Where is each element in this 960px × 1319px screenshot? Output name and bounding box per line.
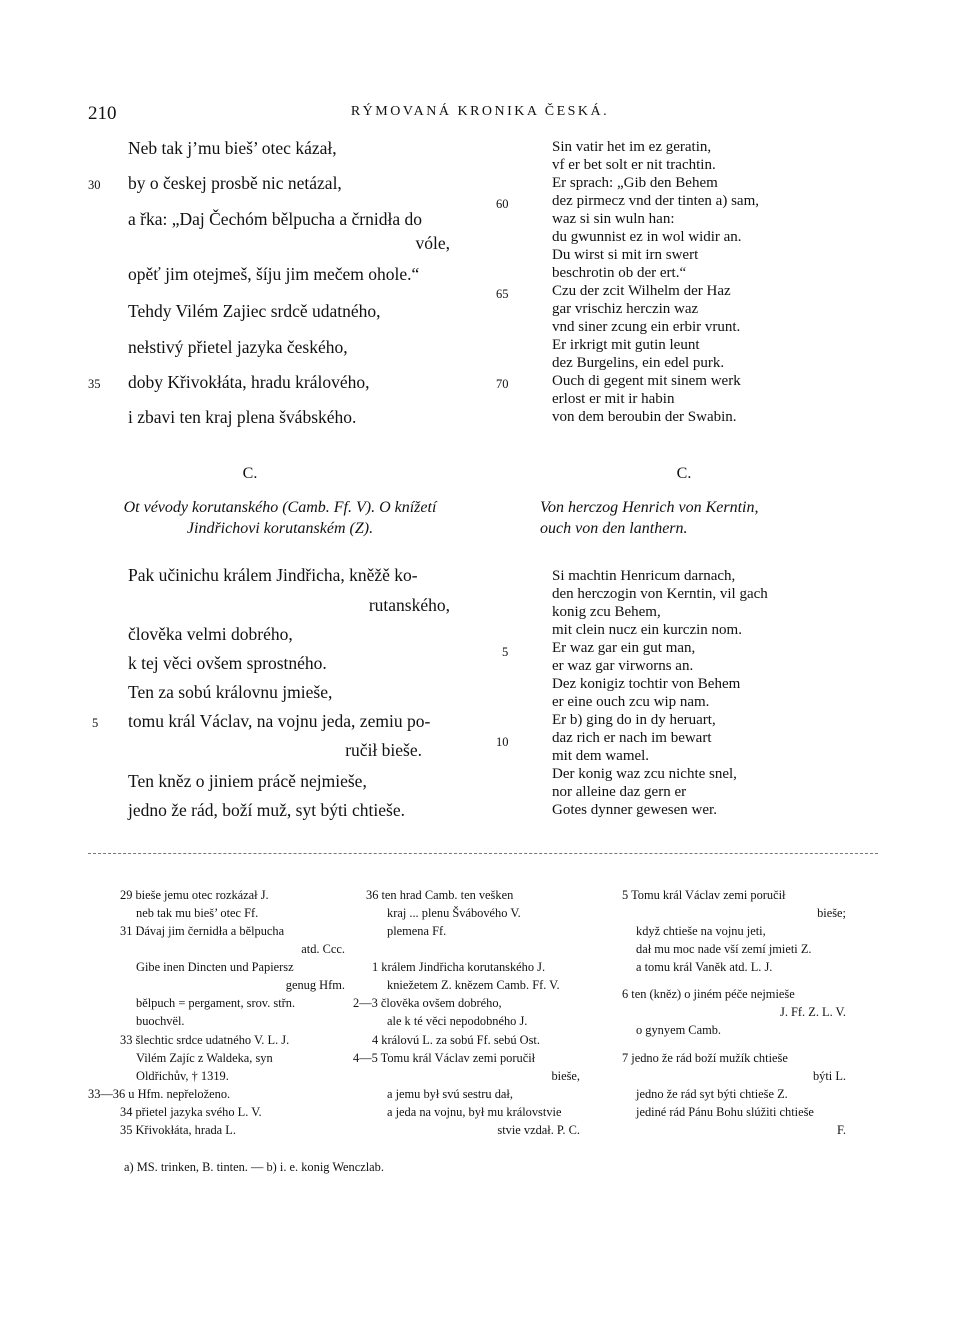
verse-line: Czu der zcit Wilhelm der Haz (552, 283, 731, 299)
section-heading-right: Von herczog Henrich von Kerntin, (540, 499, 759, 516)
footnote-line: 34 přietel jazyka svého L. V. (120, 1105, 262, 1119)
verse-line: Ten za sobú královnu jmieše, (128, 682, 333, 702)
verse-line-continuation: ručił bieše. (345, 740, 422, 760)
verse-line: konig zcu Behem, (552, 604, 661, 620)
verse-line: daz rich er nach im bewart (552, 730, 712, 746)
footnote-line: 29 bieše jemu otec rozkázał J. (120, 888, 269, 902)
section-heading-left: Ot vévody korutanského (Camb. Ff. V). O knížetí (123, 499, 437, 516)
verse-line: den herczogin von Kerntin, vil gach (552, 586, 768, 602)
footnote-line: a jemu był svú sestru dał, (387, 1087, 513, 1101)
verse-line: Du wirst si mit irn swert (552, 247, 699, 263)
footnote-line: a tomu král Vaněk atd. L. J. (636, 960, 773, 974)
footnote-line: neb tak mu bieš’ otec Ff. (136, 906, 259, 920)
footnote-line: 35 Křivokłáta, hrada L. (120, 1123, 236, 1137)
line-number: 65 (496, 287, 509, 301)
footnote-line: bieše; (817, 906, 846, 920)
verse-line: opěť jim otejmeš, šíju jim mečem ohole.“ (128, 264, 420, 284)
footnote-line: 4 královú L. za sobú Ff. sebú Ost. (372, 1033, 540, 1047)
verse-line: Si machtin Henricum darnach, (552, 568, 736, 584)
footnote-line: Gibe inen Dincten und Papiersz (136, 960, 294, 974)
verse-line: by o českej prosbě nic netázal, (128, 173, 342, 193)
section-heading-right: ouch von den lanthern. (540, 520, 688, 537)
verse-line: vf er bet solt er nit trachtin. (552, 157, 716, 173)
line-number: 10 (496, 735, 509, 749)
verse-line: er eine ouch zcu wip nam. (552, 694, 710, 710)
verse-line: dez Burgelins, ein edel purk. (552, 355, 725, 371)
editorial-note: a) MS. trinken, B. tinten. — b) i. e. konig Wenczlab. (124, 1160, 384, 1174)
footnote-line: atd. Ccc. (301, 942, 345, 956)
verse-line: doby Křivokłáta, hradu králového, (128, 372, 370, 392)
verse-line: Neb tak j’mu bieš’ otec kázał, (128, 138, 337, 158)
line-number: 5 (502, 645, 509, 659)
verse-line: člověka velmi dobrého, (128, 624, 293, 644)
footnote-line: F. (837, 1123, 846, 1137)
line-number: 5 (92, 716, 99, 730)
section-letter-left: C. (242, 465, 258, 482)
footnote-line: ale k té věci nepodobného J. (387, 1014, 528, 1028)
verse-line: Pak učinichu králem Jindřicha, kněžě ko- (128, 565, 418, 585)
page-number: 210 (88, 103, 117, 124)
verse-line: i zbavi ten kraj plena švábského. (128, 407, 357, 427)
footnote-line: o gynyem Camb. (636, 1023, 722, 1037)
footnote-line: 4—5 Tomu král Václav zemi poručił (353, 1051, 536, 1065)
footnote-line: 33 šlechtic srdce udatného V. L. J. (120, 1033, 290, 1047)
verse-line: tomu král Václav, na vojnu jeda, zemiu po- (128, 711, 431, 731)
footnote-line: 33—36 u Hfm. nepřeloženo. (88, 1087, 231, 1101)
verse-line: mit clein nucz ein kurczin nom. (552, 622, 742, 638)
line-number: 35 (88, 377, 101, 391)
verse-line: vnd siner zcung ein erbir vrunt. (552, 319, 741, 335)
footnote-line: býti L. (812, 1069, 846, 1083)
footnote-line: 1 králem Jindřicha korutanského J. (372, 960, 546, 974)
footnote-line: Oldřichův, † 1319. (136, 1069, 229, 1083)
footnote-line: 5 Tomu král Václav zemi poručił (622, 888, 786, 902)
footnote-line: když chtieše na vojnu jeti, (636, 924, 766, 938)
section-heading-left: Jindřichovi korutanském (Z). (186, 520, 374, 537)
footnote-line: bělpuch = pergament, srov. střn. (136, 996, 296, 1010)
verse-line: nełstivý přietel jazyka českého, (128, 337, 348, 357)
verse-line: du gwunnist ez in wol widir an. (552, 229, 742, 245)
footnote-line: kraj ... plenu Švábového V. (387, 906, 521, 920)
verse-line: dez pirmecz vnd der tinten a) sam, (552, 193, 759, 209)
footnote-line: buochvël. (136, 1014, 185, 1028)
line-number: 70 (496, 377, 509, 391)
footnote-divider (88, 853, 878, 854)
footnote-line: dał mu moc nade vší zemí jmieti Z. (636, 942, 812, 956)
footnote-line: 7 jedno že rád boží mužík chtieše (622, 1051, 788, 1065)
verse-line: beschrotin ob der ert.“ (552, 265, 687, 281)
verse-line: jedno že rád, boží muž, syt býti chtieše. (128, 800, 406, 820)
footnote-line: 6 ten (kněz) o jiném péče nejmieše (622, 987, 795, 1001)
footnote-line: a jeda na vojnu, był mu královstvie (387, 1105, 562, 1119)
footnote-line: bieše, (551, 1069, 580, 1083)
footnote-line: kniežetem Z. knězem Camb. Ff. V. (387, 978, 560, 992)
verse-line: Dez konigiz tochtir von Behem (552, 676, 741, 692)
footnote-line: 2—3 člověka ovšem dobrého, (353, 996, 502, 1010)
verse-line-continuation: vóle, (415, 233, 450, 253)
running-head: RÝMOVANÁ KRONIKA ČESKÁ. (350, 104, 610, 119)
verse-line-continuation: rutanského, (368, 595, 450, 615)
verse-line: Ten kněz o jiniem prácě nejmieše, (128, 771, 367, 791)
verse-line: Er b) ging do in dy heruart, (552, 712, 716, 728)
footnote-line: Vilém Zajíc z Waldeka, syn (136, 1051, 273, 1065)
verse-line: erlost er mit ir habin (552, 391, 675, 407)
footnote-line: genug Hfm. (285, 978, 345, 992)
verse-line: Gotes dynner gewesen wer. (552, 802, 717, 818)
verse-line: mit dem wamel. (552, 748, 650, 764)
verse-line: Tehdy Vilém Zajiec srdcě udatného, (128, 301, 381, 321)
footnote-line: stvie vzdał. P. C. (497, 1123, 580, 1137)
section-letter-right: C. (676, 465, 692, 482)
verse-line: a řka: „Daj Čechóm bělpucha a črnidła do (128, 209, 422, 229)
footnote-line: jediné rád Pánu Bohu slúžiti chtieše (636, 1105, 814, 1119)
line-number: 60 (496, 197, 509, 211)
verse-line: Ouch di gegent mit sinem werk (552, 373, 741, 389)
footnote-line: plemena Ff. (387, 924, 447, 938)
verse-line: gar vrischiz herczin waz (552, 301, 699, 317)
footnote-line: J. Ff. Z. L. V. (780, 1005, 846, 1019)
verse-line: nor alleine daz gern er (552, 784, 687, 800)
footnote-line: jedno že rád syt býti chtieše Z. (636, 1087, 788, 1101)
verse-line: waz si sin wuln han: (552, 211, 675, 227)
footnote-line: 31 Dávaj jim černidła a bělpucha (120, 924, 285, 938)
verse-line: von dem beroubin der Swabin. (552, 409, 737, 425)
verse-line: Sin vatir het im ez geratin, (552, 139, 712, 155)
footnote-line: 36 ten hrad Camb. ten vešken (366, 888, 514, 902)
line-number: 30 (88, 178, 101, 192)
verse-line: k tej věci ovšem sprostného. (128, 653, 327, 673)
verse-line: er waz gar virworns an. (552, 658, 694, 674)
verse-line: Er irkrigt mit gutin leunt (552, 337, 700, 353)
verse-line: Er sprach: „Gib den Behem (552, 175, 718, 191)
verse-line: Er waz gar ein gut man, (552, 640, 696, 656)
verse-line: Der konig waz zcu nichte snel, (552, 766, 737, 782)
